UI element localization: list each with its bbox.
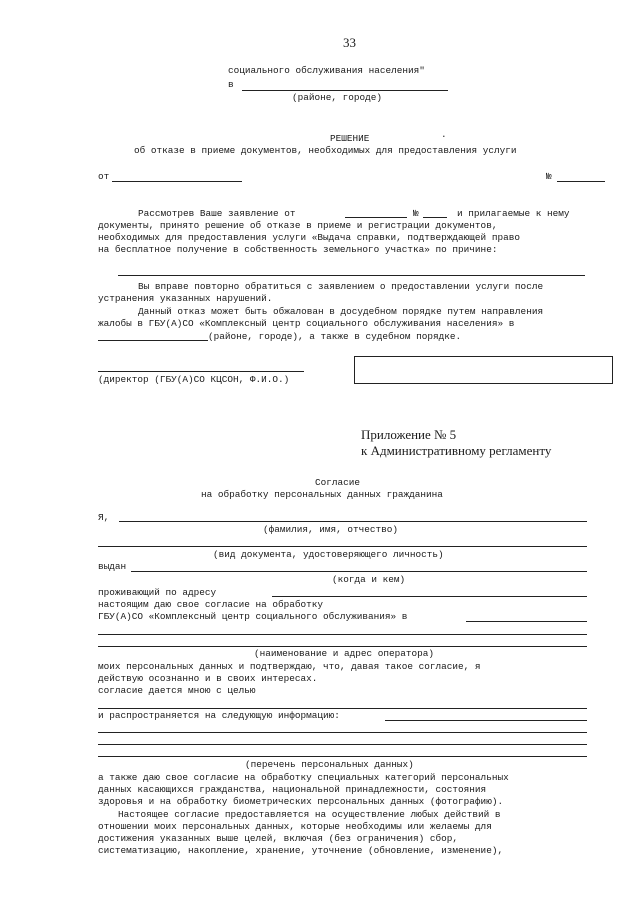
p1-number-blank xyxy=(423,217,447,218)
decision-number-sign: № xyxy=(546,171,552,182)
operator-line-1 xyxy=(98,634,587,635)
decision-from: от xyxy=(98,171,110,182)
mine-line1: моих персональных данных и подтверждаю, что, давая такое согласие, я xyxy=(98,661,481,672)
special-line2: данных касающихся гражданства, национальной принадлежности, состояния xyxy=(98,784,487,795)
info-line-4 xyxy=(98,756,587,757)
purpose-label: согласие дается мною с целью xyxy=(98,685,256,696)
info-line-2 xyxy=(98,732,587,733)
mine-line2: действую осознанно и в своих интересах. xyxy=(98,673,318,684)
decision-dot: · xyxy=(441,131,447,142)
act-line4: систематизацию, накопление, хранение, уточнение (обновление, изменение), xyxy=(98,845,504,856)
list-label: (перечень персональных данных) xyxy=(245,759,414,770)
top-under-label: (районе, городе) xyxy=(292,92,383,103)
p1-line2: документы, принято решение об отказе в приеме и регистрации документов, xyxy=(98,220,498,231)
p1-line1-c: и прилагаемые к нему xyxy=(457,208,570,219)
doc-line xyxy=(98,546,587,547)
reason-line xyxy=(118,275,585,276)
signer-line xyxy=(98,371,304,372)
p2-line1: Вы вправе повторно обратиться с заявлением о предоставлении услуги после xyxy=(138,281,544,292)
signature-box xyxy=(354,356,613,384)
operator-line-2 xyxy=(98,646,587,647)
top-line-1: социального обслуживания населения" xyxy=(228,65,425,76)
act-line1: Настоящее согласие предоставляется на осуществление любых действий в xyxy=(118,809,501,820)
consent-title: Согласие xyxy=(315,477,361,488)
top-prefix-v: в xyxy=(228,79,234,90)
decision-date-line xyxy=(112,181,242,182)
agree-label: настоящим даю свое согласие на обработку xyxy=(98,599,324,610)
p1-line1-a: Рассмотрев Ваше заявление от xyxy=(138,208,296,219)
special-line3: здоровья и на обработку биометрических персональных данных (фотографию). xyxy=(98,796,504,807)
when-label: (когда и кем) xyxy=(332,574,406,585)
info-label: и распространяется на следующую информацию: xyxy=(98,710,340,721)
p3-line2: жалобы в ГБУ(А)СО «Комплексный центр социального обслуживания населения» в xyxy=(98,318,515,329)
org-line xyxy=(466,621,587,622)
operator-label: (наименование и адрес оператора) xyxy=(254,648,435,659)
appendix-line2: к Административному регламенту xyxy=(361,443,552,458)
issued-label: выдан xyxy=(98,561,127,572)
p3-line3: (районе, городе), а также в судебном порядке. xyxy=(208,331,462,342)
signer-label: (директор (ГБУ(А)СО КЦСОН, Ф.И.О.) xyxy=(98,374,290,385)
issued-line xyxy=(131,571,587,572)
decision-title: РЕШЕНИЕ xyxy=(330,133,370,144)
page-number: 33 xyxy=(343,35,356,50)
decision-subtitle: об отказе в приеме документов, необходимых для предоставления услуги xyxy=(134,145,517,156)
address-line xyxy=(272,596,587,597)
info-line-3 xyxy=(98,744,587,745)
p1-date-blank xyxy=(345,217,407,218)
consent-ya: Я, xyxy=(98,512,110,523)
top-blank-line xyxy=(242,90,448,91)
act-line3: достижения указанных выше целей, включая (без ограничения) сбор, xyxy=(98,833,459,844)
p1-line3: необходимых для предоставления услуги «Выдача справки, подтверждающей право xyxy=(98,232,520,243)
decision-number-line xyxy=(557,181,605,182)
p2-line2: устранения указанных нарушений. xyxy=(98,293,273,304)
fio-line xyxy=(119,521,587,522)
doc-label: (вид документа, удостоверяющего личность) xyxy=(213,549,444,560)
info-line-1 xyxy=(385,720,587,721)
consent-subtitle: на обработку персональных данных гражданина xyxy=(201,489,443,500)
p3-line1: Данный отказ может быть обжалован в досудебном порядке путем направления xyxy=(138,306,544,317)
p3-region-blank xyxy=(98,340,208,341)
org-label: ГБУ(А)СО «Комплексный центр социального обслуживания» в xyxy=(98,611,408,622)
act-line2: отношении моих персональных данных, которые необходимы или желаемы для xyxy=(98,821,492,832)
purpose-line xyxy=(98,708,587,709)
fio-label: (фамилия, имя, отчество) xyxy=(263,524,399,535)
address-label: проживающий по адресу xyxy=(98,587,217,598)
p1-line4: на бесплатное получение в собственность земельного участка» по причине: xyxy=(98,244,498,255)
special-line1: а также даю свое согласие на обработку специальных категорий персональных xyxy=(98,772,509,783)
p1-line1-b: № xyxy=(413,208,419,219)
appendix-line1: Приложение № 5 xyxy=(361,427,457,442)
